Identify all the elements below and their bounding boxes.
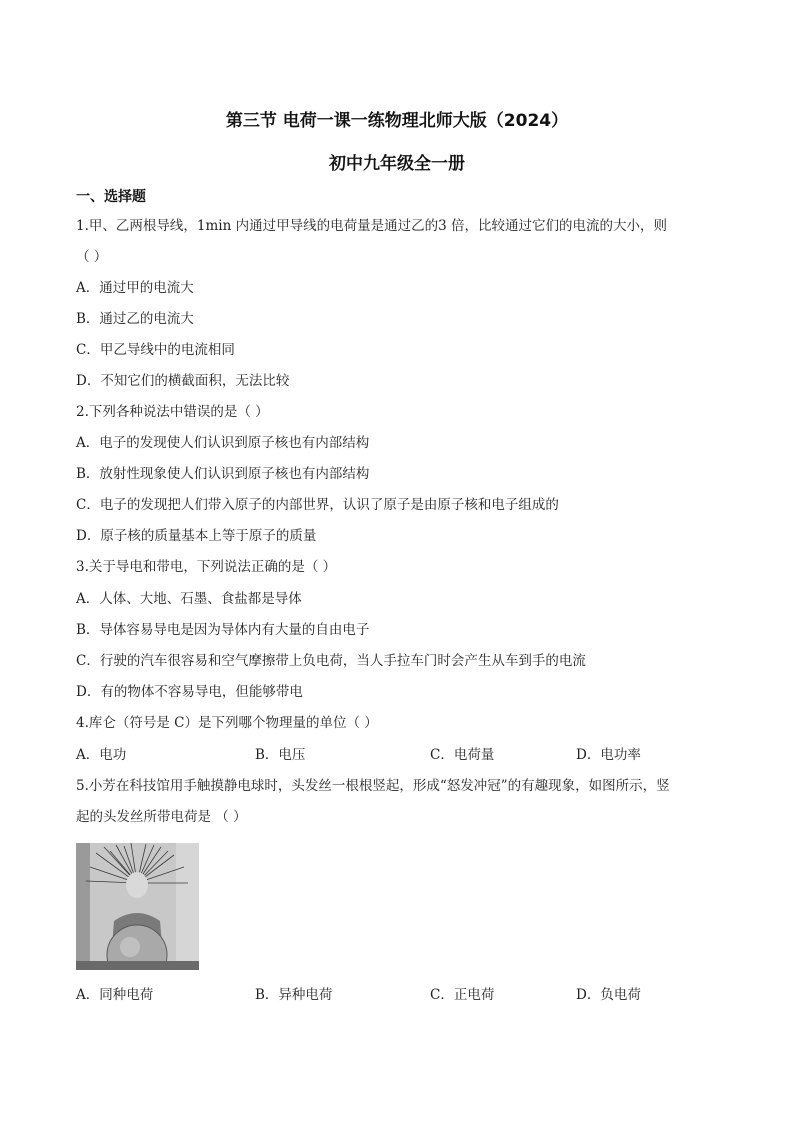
- q2-option-d: D．原子核的质量基本上等于原子的质量: [76, 528, 317, 544]
- q4-option-c: C．电荷量: [430, 747, 495, 763]
- q1-stem-line2: （ ）: [76, 249, 108, 265]
- q3-option-d: D．有的物体不容易导电，但能够带电: [76, 684, 303, 700]
- q5-option-a: A．同种电荷: [76, 987, 154, 1003]
- q1-option-c: C．甲乙导线中的电流相同: [76, 342, 235, 358]
- q2-stem: 2.下列各种说法中错误的是（ ）: [76, 404, 269, 420]
- document-subtitle: 初中九年级全一册: [329, 154, 465, 174]
- q2-option-b: B．放射性现象使人们认识到原子核也有内部结构: [76, 466, 370, 482]
- document-title: 第三节 电荷一课一练物理北师大版（2024）: [225, 111, 569, 131]
- q5-option-d: D．负电荷: [576, 987, 641, 1003]
- q4-option-b: B．电压: [255, 747, 306, 763]
- static-electricity-photo: [76, 843, 199, 970]
- q3-option-a: A．人体、大地、石墨、食盐都是导体: [76, 591, 302, 607]
- q3-stem: 3.关于导电和带电，下列说法正确的是（ ）: [76, 559, 337, 575]
- q1-option-b: B．通过乙的电流大: [76, 311, 194, 327]
- q2-option-c: C．电子的发现把人们带入原子的内部世界，认识了原子是由原子核和电子组成的: [76, 497, 559, 513]
- q4-stem: 4.库仑（符号是 C）是下列哪个物理量的单位（ ）: [76, 715, 378, 731]
- q1-option-d: D．不知它们的横截面积，无法比较: [76, 373, 290, 389]
- q1-stem-line1: 1.甲、乙两根导线，1min 内通过甲导线的电荷量是通过乙的3 倍，比较通过它们的电流的大小，则: [76, 218, 667, 234]
- q5-stem-line1: 5.小芳在科技馆用手触摸静电球时，头发丝一根根竖起，形成“怒发冲冠”的有趣现象，如图所示，竖: [76, 778, 670, 794]
- q3-option-b: B．导体容易导电是因为导体内有大量的自由电子: [76, 622, 370, 638]
- q5-stem-line2: 起的头发丝所带电荷是 （ ）: [76, 809, 247, 825]
- q4-option-a: A．电功: [76, 747, 127, 763]
- q3-option-c: C．行驶的汽车很容易和空气摩擦带上负电荷，当人手拉车门时会产生从车到手的电流: [76, 653, 586, 669]
- q4-option-d: D．电功率: [576, 747, 641, 763]
- photo-illustration: [76, 843, 199, 970]
- q5-option-c: C．正电荷: [430, 987, 495, 1003]
- section-heading: 一、选择题: [76, 189, 146, 205]
- q5-option-b: B．异种电荷: [255, 987, 333, 1003]
- q1-option-a: A．通过甲的电流大: [76, 280, 194, 296]
- q2-option-a: A．电子的发现使人们认识到原子核也有内部结构: [76, 435, 370, 451]
